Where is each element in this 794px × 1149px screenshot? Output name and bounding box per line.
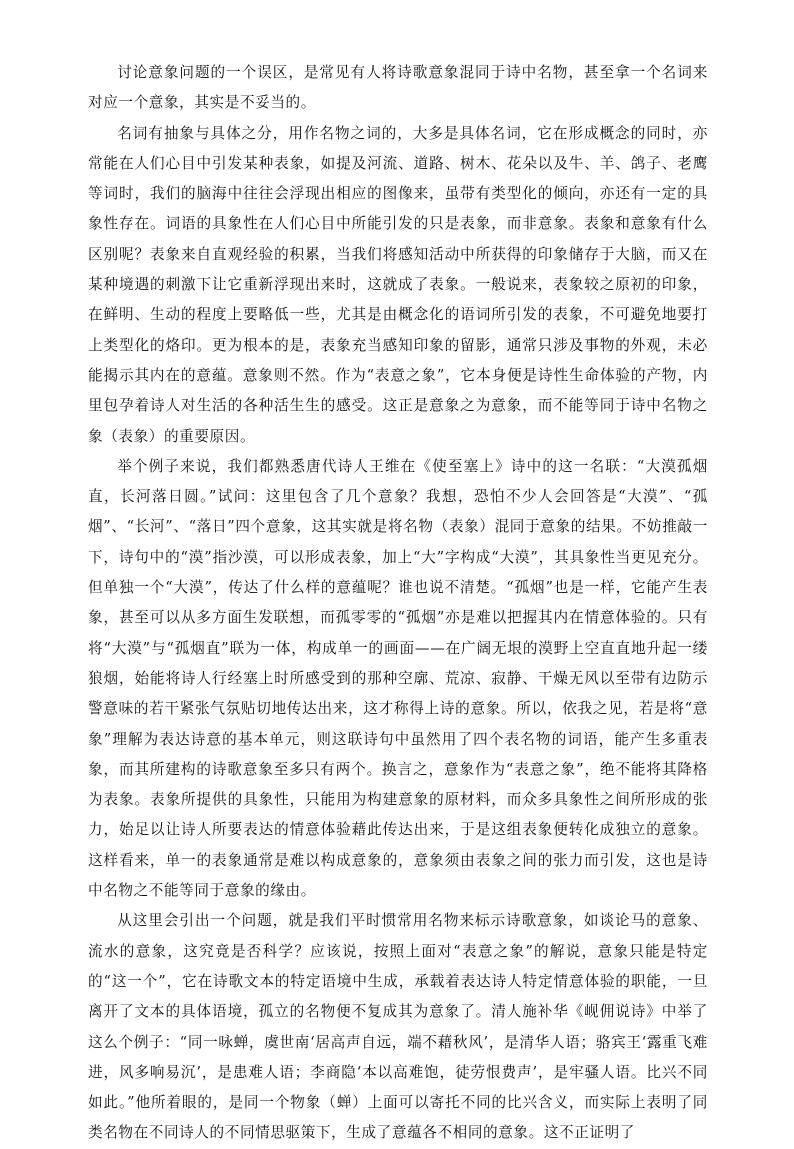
paragraph-2: 名词有抽象与具体之分，用作名物之词的，大多是具体名词，它在形成概念的同时，亦常能在人们心目中引发某种表象，如提及河流、道路、树木、花朵以及牛、羊、鸽子、老鹰等词时，我们的脑海中往往会浮现出相应的图像来，虽带有类型化的倾向，亦还有一定的具象性存在。词语的具象性在人们心目中所能引发的只是表象，而非意象。表象和意象有什么区别呢？表象来自直观经验的积累，当我们将感知活动中所获得的印象储存于大脑，而又在某种境遇的刺激下让它重新浮现出来时，这就成了表象。一般说来，表象较之原初的印象，在鲜明、生动的程度上要略低一些，尤其是由概念化的语词所引发的表象，不可避免地要打上类型化的烙印。更为根本的是，表象充当感知印象的留影，通常只涉及事物的外观，未必能揭示其内在的意蕴。意象则不然。作为“表意之象”，它本身便是诗性生命体验的产物，内里包孕着诗人对生活的各种活生生的感受。这正是意象之为意象，而不能等同于诗中名物之象（表象）的重要原因。: [88, 124, 708, 445]
paragraph-1: 讨论意象问题的一个误区，是常见有人将诗歌意象混同于诗中名物，甚至拿一个名词来对应一个意象，其实是不妥当的。: [88, 64, 708, 112]
paragraph-3: 举个例子来说，我们都熟悉唐代诗人王维在《使至塞上》诗中的这一名联：“大漠孤烟直，长河落日圆。”试问：这里包含了几个意象？我想，恐怕不少人会回答是“大漠”、“孤烟”、“长河”、“落日”四个意象，这其实就是将名物（表象）混同于意象的结果。不妨推敲一下，诗句中的“漠”指沙漠，可以形成表象，加上“大”字构成“大漠”，其具象性当更见充分。但单独一个“大漠”，传达了什么样的意蕴呢？谁也说不清楚。“孤烟”也是一样，它能产生表象，甚至可以从多方面生发联想，而孤零零的“孤烟”亦是难以把握其内在情意体验的。只有将“大漠”与“孤烟直”联为一体，构成单一的画面——在广阔无垠的漠野上空直直地升起一缕狼烟，始能将诗人行经塞上时所感受到的那种空廓、荒凉、寂静、干燥无风以至带有边防示警意味的若干紧张气氛贴切地传达出来，这才称得上诗的意象。所以，依我之见，若是将“意象”理解为表达诗意的基本单元，则这联诗句中虽然用了四个表名物的词语，能产生多重表象，而其所建构的诗歌意象至多只有两个。换言之，意象作为“表意之象”，绝不能将其降格为表象。表象所提供的具象性，只能用为构建意象的原材料，而众多具象性之间所形成的张力，始足以让诗人所要表达的情意体验藉此传达出来，于是这组表象便转化成独立的意象。这样看来，单一的表象通常是难以构成意象的，意象须由表象之间的张力而引发，这也是诗中名物之不能等同于意象的缘由。: [88, 457, 708, 900]
paragraph-4: 从这里会引出一个问题，就是我们平时惯常用名物来标示诗歌意象，如谈论马的意象、流水的意象，这究竟是否科学？应该说，按照上面对“表意之象”的解说，意象只能是特定的“这一个”，它在诗歌文本的特定语境中生成，承载着表达诗人特定情意体验的职能，一旦离开了文本的具体语境，孤立的名物便不复成其为意象了。清人施补华《岘佣说诗》中举了这么个例子：“同一咏蝉，虞世南‘居高声自远，端不藉秋风’，是清华人语；骆宾王‘露重飞难进，风多响易沉’，是患难人语；李商隐‘本以高难饱，徒劳恨费声’，是牢骚人语。比兴不同如此。”他所着眼的，是同一个物象（蝉）上面可以寄托不同的比兴含义，而实际上表明了同类名物在不同诗人的不同情思驱策下，生成了意蕴各不相同的意象。这不正证明了: [88, 912, 708, 1142]
article-body: [88, 58, 708, 1149]
